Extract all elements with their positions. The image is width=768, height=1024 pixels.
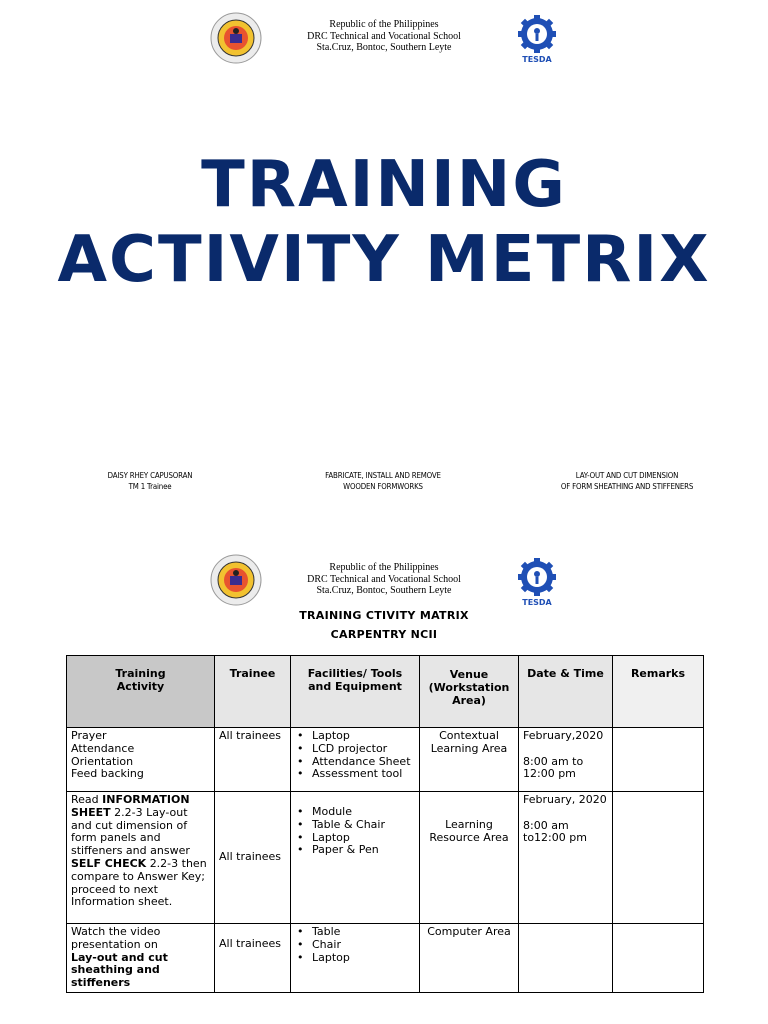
facility-item: • LCD projector <box>312 743 415 756</box>
activity-read: Read <box>71 793 99 806</box>
training-matrix-table <box>66 655 704 993</box>
facility-item: • Paper & Pen <box>312 844 415 857</box>
drc-school-logo-icon <box>210 554 262 606</box>
table-row <box>67 792 704 924</box>
activity-line: Orientation <box>71 754 134 768</box>
facility-item: • Laptop <box>312 730 415 743</box>
activity-line: Feed backing <box>71 767 144 781</box>
tesda-label: TESDA <box>522 55 552 64</box>
tesda-label: TESDA <box>522 598 552 607</box>
facility-item: • Table <box>312 926 415 939</box>
trainee-cell: All trainees <box>215 792 291 924</box>
activity-task: Lay-out and cut dimension of form panels and stiffeners and answer <box>71 805 190 858</box>
trainee-name: DAISY RHEY CAPUSORAN <box>107 471 193 480</box>
header-training-activity: Training Activity <box>67 656 215 728</box>
activity-cell <box>67 924 215 993</box>
header-address-block <box>274 562 494 597</box>
footer-trainee <box>80 470 221 492</box>
task-line2: OF FORM SHEATHING AND STIFFENERS <box>560 482 694 491</box>
header-address: Sta.Cruz, Bontoc, Southern Leyte <box>316 585 452 596</box>
facility-item: • Assessment tool <box>312 768 415 781</box>
header-second <box>0 545 768 615</box>
header-top <box>0 0 768 70</box>
table-row <box>67 728 704 792</box>
cover-title-line1: TRAINING <box>201 148 567 222</box>
facility-item: • Module <box>312 806 415 819</box>
activity-watch: Watch the video presentation on <box>71 925 161 951</box>
venue-cell: Contextual Learning Area <box>420 728 519 792</box>
header-address: Sta.Cruz, Bontoc, Southern Leyte <box>316 42 452 53</box>
activity-rest: 2.2-3 then compare to Answer Key; proceed to next Information sheet. <box>71 856 207 909</box>
header-country: Republic of the Philippines <box>329 562 439 573</box>
date-text: February, 2020 <box>523 793 607 806</box>
activity-line: Attendance <box>71 741 135 755</box>
competency-line2: WOODEN FORMWORKS <box>343 482 423 491</box>
header-school: DRC Technical and Vocational School <box>307 30 461 42</box>
date-time-cell <box>519 924 613 993</box>
information-sheet-label: INFORMATION SHEET <box>71 793 190 819</box>
header-facilities: Facilities/ Tools and Equipment <box>291 656 420 728</box>
drc-school-logo-icon <box>210 12 262 64</box>
footer-competency <box>304 470 462 492</box>
date-text: February,2020 <box>523 729 604 742</box>
task-line1: LAY-OUT AND CUT DIMENSION <box>575 471 679 480</box>
facilities-cell <box>291 792 420 924</box>
activity-cell <box>67 792 215 924</box>
self-check-label: SELF CHECK <box>71 856 147 870</box>
venue-cell: Learning Resource Area <box>420 792 519 924</box>
remarks-cell <box>613 792 704 924</box>
header-remarks: Remarks <box>613 656 704 728</box>
activity-line: Prayer <box>71 729 107 742</box>
remarks-cell <box>613 924 704 993</box>
trainee-cell: All trainees <box>215 728 291 792</box>
activity-cell <box>67 728 215 792</box>
trainee-cell: All trainees <box>215 924 291 993</box>
time-text: 8:00 am to 12:00 pm <box>523 754 584 781</box>
facility-item: • Attendance Sheet <box>312 756 415 769</box>
matrix-title: TRAINING CTIVITY MATRIX <box>299 609 469 622</box>
facility-item: • Chair <box>312 939 415 952</box>
table-header-row <box>67 656 704 728</box>
information-sheet-number: 2.2-3 <box>114 805 143 819</box>
remarks-cell <box>613 728 704 792</box>
header-country: Republic of the Philippines <box>329 19 439 30</box>
facilities-cell <box>291 728 420 792</box>
cover-title-line2: ACTIVITY METRIX <box>57 223 711 297</box>
venue-cell: Computer Area <box>420 924 519 993</box>
matrix-subtitle: CARPENTRY NCII <box>330 628 438 641</box>
facilities-cell <box>291 924 420 993</box>
date-time-cell <box>519 728 613 792</box>
activity-topic: Lay-out and cut sheathing and stiffeners <box>71 950 168 990</box>
header-address-block <box>274 19 494 54</box>
competency-line1: FABRICATE, INSTALL AND REMOVE <box>325 471 441 480</box>
footer-task <box>539 470 715 492</box>
header-date-time: Date & Time <box>519 656 613 728</box>
facility-item: • Table & Chair <box>312 819 415 832</box>
header-venue: Venue (Workstation Area) <box>420 656 519 728</box>
facility-item: • Laptop <box>312 952 415 965</box>
table-row <box>67 924 704 993</box>
header-school: DRC Technical and Vocational School <box>307 573 461 585</box>
time-text: 8:00 am to12:00 pm <box>523 818 587 845</box>
header-trainee: Trainee <box>215 656 291 728</box>
date-time-cell <box>519 792 613 924</box>
facility-item: • Laptop <box>312 832 415 845</box>
trainee-role: TM 1 Trainee <box>128 482 172 491</box>
